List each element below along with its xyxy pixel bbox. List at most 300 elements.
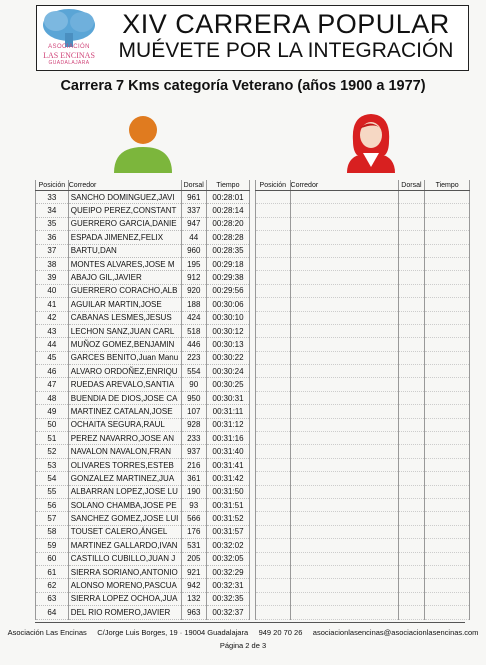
row-dorsal: 424 <box>181 311 206 324</box>
row-dorsal: 446 <box>181 338 206 351</box>
row-time: 00:31:11 <box>206 405 249 418</box>
table-row <box>36 244 250 257</box>
row-time-empty <box>425 391 470 404</box>
table-row-empty <box>256 592 470 605</box>
row-position: 48 <box>36 391 69 404</box>
row-time: 00:30:31 <box>206 391 249 404</box>
row-dorsal: 216 <box>181 458 206 471</box>
row-dorsal: 223 <box>181 351 206 364</box>
row-runner: ALVARO ORDOÑEZ,ENRIQU <box>68 365 181 378</box>
row-runner: OCHAITA SEGURA,RAUL <box>68 418 181 431</box>
row-runner-empty <box>290 338 398 351</box>
row-runner-empty <box>290 512 398 525</box>
row-runner-empty <box>290 445 398 458</box>
row-dorsal-empty <box>398 579 425 592</box>
table-row <box>36 525 250 538</box>
row-position-empty <box>256 458 291 471</box>
row-time: 00:28:01 <box>206 191 249 204</box>
table-row-empty <box>256 271 470 284</box>
row-runner: ESPADA JIMENEZ,FELIX <box>68 231 181 244</box>
row-time: 00:28:14 <box>206 204 249 217</box>
row-dorsal: 361 <box>181 472 206 485</box>
row-position: 42 <box>36 311 69 324</box>
row-time: 00:28:28 <box>206 231 249 244</box>
table-row <box>36 432 250 445</box>
row-time: 00:30:13 <box>206 338 249 351</box>
row-runner-empty <box>290 458 398 471</box>
table-row <box>36 512 250 525</box>
row-position-empty <box>256 338 291 351</box>
row-time-empty <box>425 405 470 418</box>
row-time-empty <box>425 498 470 511</box>
row-runner-empty <box>290 271 398 284</box>
table-row-empty <box>256 257 470 270</box>
table-row-empty <box>256 311 470 324</box>
row-position: 55 <box>36 485 69 498</box>
row-time-empty <box>425 244 470 257</box>
row-runner-empty <box>290 298 398 311</box>
row-position: 37 <box>36 244 69 257</box>
row-time: 00:31:42 <box>206 472 249 485</box>
logo-text-bottom: GUADALAJARA <box>48 60 90 66</box>
row-dorsal: 921 <box>181 565 206 578</box>
row-runner: SANCHEZ GOMEZ,JOSE LUI <box>68 512 181 525</box>
row-position: 56 <box>36 498 69 511</box>
row-runner: AGUILAR MARTIN,JOSE <box>68 298 181 311</box>
row-dorsal-empty <box>398 378 425 391</box>
row-runner: ALONSO MORENO,PASCUA <box>68 579 181 592</box>
table-row-empty <box>256 606 470 619</box>
row-runner-empty <box>290 565 398 578</box>
table-row-empty <box>256 565 470 578</box>
row-dorsal-empty <box>398 351 425 364</box>
row-position-empty <box>256 257 291 270</box>
row-runner-empty <box>290 432 398 445</box>
table-row <box>36 351 250 364</box>
table-row-empty <box>256 204 470 217</box>
row-position: 33 <box>36 191 69 204</box>
row-runner-empty <box>290 472 398 485</box>
row-dorsal: 190 <box>181 485 206 498</box>
row-runner-empty <box>290 311 398 324</box>
row-runner: PEREZ NAVARRO,JOSE AN <box>68 432 181 445</box>
row-runner-empty <box>290 204 398 217</box>
row-runner-empty <box>290 485 398 498</box>
row-position-empty <box>256 351 291 364</box>
row-time: 00:31:41 <box>206 458 249 471</box>
row-time-empty <box>425 191 470 204</box>
footer-address: C/Jorge Luis Borges, 19 · 19004 Guadalajara <box>97 628 249 637</box>
row-time-empty <box>425 338 470 351</box>
row-time: 00:31:51 <box>206 498 249 511</box>
male-avatar-icon <box>112 113 174 173</box>
table-row <box>36 458 250 471</box>
row-dorsal-empty <box>398 405 425 418</box>
row-position: 53 <box>36 458 69 471</box>
row-runner: MUÑOZ GOMEZ,BENJAMIN <box>68 338 181 351</box>
row-dorsal-empty <box>398 552 425 565</box>
table-row <box>36 191 250 204</box>
row-runner: MARTINEZ CATALAN,JOSE <box>68 405 181 418</box>
row-dorsal-empty <box>398 191 425 204</box>
row-time: 00:30:10 <box>206 311 249 324</box>
row-dorsal-empty <box>398 324 425 337</box>
row-time: 00:30:22 <box>206 351 249 364</box>
table-row <box>36 284 250 297</box>
row-dorsal: 233 <box>181 432 206 445</box>
row-time: 00:32:31 <box>206 579 249 592</box>
row-runner: GARCES BENITO,Juan Manu <box>68 351 181 364</box>
row-position-empty <box>256 244 291 257</box>
row-dorsal-empty <box>398 512 425 525</box>
row-position-empty <box>256 606 291 619</box>
row-dorsal: 942 <box>181 579 206 592</box>
table-row <box>36 338 250 351</box>
row-dorsal: 912 <box>181 271 206 284</box>
table-row-empty <box>256 351 470 364</box>
row-position: 34 <box>36 204 69 217</box>
table-row-empty <box>256 284 470 297</box>
row-position-empty <box>256 539 291 552</box>
table-row <box>36 445 250 458</box>
logo-text-top: ASOCIACIÓN <box>48 44 90 50</box>
row-time: 00:28:20 <box>206 217 249 230</box>
row-position: 47 <box>36 378 69 391</box>
row-dorsal: 947 <box>181 217 206 230</box>
table-row-empty <box>256 525 470 538</box>
row-position-empty <box>256 365 291 378</box>
table-row-empty <box>256 418 470 431</box>
row-dorsal-empty <box>398 204 425 217</box>
row-position-empty <box>256 498 291 511</box>
row-dorsal-empty <box>398 458 425 471</box>
table-row-empty <box>256 552 470 565</box>
row-dorsal: 566 <box>181 512 206 525</box>
row-dorsal-empty <box>398 539 425 552</box>
row-position: 58 <box>36 525 69 538</box>
row-runner-empty <box>290 592 398 605</box>
table-row <box>36 378 250 391</box>
table-row <box>36 485 250 498</box>
table-row-empty <box>256 365 470 378</box>
row-position: 39 <box>36 271 69 284</box>
table-row-empty <box>256 512 470 525</box>
row-position-empty <box>256 391 291 404</box>
table-row <box>36 391 250 404</box>
row-position-empty <box>256 472 291 485</box>
footer-contact <box>0 628 486 637</box>
table-row <box>36 565 250 578</box>
page-title: XIV CARRERA POPULAR <box>122 9 450 39</box>
row-time: 00:32:02 <box>206 539 249 552</box>
female-results-body <box>256 191 470 620</box>
table-row <box>36 418 250 431</box>
row-time-empty <box>425 231 470 244</box>
row-position-empty <box>256 432 291 445</box>
row-time-empty <box>425 539 470 552</box>
table-row <box>36 271 250 284</box>
table-row <box>36 405 250 418</box>
row-runner-empty <box>290 525 398 538</box>
table-row-empty <box>256 191 470 204</box>
row-dorsal-empty <box>398 311 425 324</box>
row-position-empty <box>256 191 291 204</box>
row-dorsal: 928 <box>181 418 206 431</box>
row-dorsal: 518 <box>181 324 206 337</box>
row-time: 00:31:12 <box>206 418 249 431</box>
row-time: 00:31:52 <box>206 512 249 525</box>
row-runner: CABANAS LESMES,JESUS <box>68 311 181 324</box>
row-position-empty <box>256 298 291 311</box>
category-heading: Carrera 7 Kms categoría Veterano (años 1900 a 1977) <box>60 78 426 94</box>
table-row <box>36 204 250 217</box>
col-header-position: Posición <box>36 180 69 191</box>
row-position: 64 <box>36 606 69 619</box>
row-runner: SOLANO CHAMBA,JOSE PE <box>68 498 181 511</box>
row-time: 00:32:37 <box>206 606 249 619</box>
row-time: 00:30:25 <box>206 378 249 391</box>
row-position: 40 <box>36 284 69 297</box>
row-time-empty <box>425 365 470 378</box>
table-row-empty <box>256 338 470 351</box>
row-runner-empty <box>290 191 398 204</box>
row-position: 60 <box>36 552 69 565</box>
col-header-dorsal: Dorsal <box>398 180 425 191</box>
row-time: 00:29:56 <box>206 284 249 297</box>
row-time-empty <box>425 552 470 565</box>
row-position-empty <box>256 405 291 418</box>
row-runner: SANCHO DOMINGUEZ,JAVI <box>68 191 181 204</box>
footer-email[interactable]: asociacionlasencinas@asociacionlasencinas.com <box>312 628 479 637</box>
row-runner: CASTILLO CUBILLO,JUAN J <box>68 552 181 565</box>
row-runner-empty <box>290 498 398 511</box>
row-position-empty <box>256 565 291 578</box>
row-runner: TOUSET CALERO,ÁNGEL <box>68 525 181 538</box>
row-runner-empty <box>290 606 398 619</box>
logo-text-main: LAS ENCINAS <box>43 51 95 60</box>
table-row <box>36 324 250 337</box>
table-row <box>36 579 250 592</box>
row-runner: GUERRERO GARCIA,DANIE <box>68 217 181 230</box>
row-time: 00:32:05 <box>206 552 249 565</box>
row-time: 00:29:18 <box>206 257 249 270</box>
row-dorsal-empty <box>398 231 425 244</box>
table-row <box>36 217 250 230</box>
row-time: 00:29:38 <box>206 271 249 284</box>
row-dorsal-empty <box>398 485 425 498</box>
row-dorsal-empty <box>398 445 425 458</box>
row-time: 00:31:57 <box>206 525 249 538</box>
page-title-sub: MUÉVETE POR LA INTEGRACIÓN <box>118 39 454 62</box>
row-runner-empty <box>290 405 398 418</box>
row-runner: QUEIPO PEREZ,CONSTANT <box>68 204 181 217</box>
table-row <box>36 365 250 378</box>
row-dorsal-empty <box>398 298 425 311</box>
row-dorsal: 554 <box>181 365 206 378</box>
row-runner-empty <box>290 257 398 270</box>
row-position: 63 <box>36 592 69 605</box>
table-row <box>36 498 250 511</box>
row-runner-empty <box>290 244 398 257</box>
footer-org: Asociación Las Encinas <box>7 628 87 637</box>
row-runner: BUENDIA DE DIOS,JOSE CA <box>68 391 181 404</box>
row-time-empty <box>425 472 470 485</box>
row-position-empty <box>256 204 291 217</box>
row-position-empty <box>256 378 291 391</box>
row-position-empty <box>256 418 291 431</box>
row-time-empty <box>425 458 470 471</box>
table-row-empty <box>256 378 470 391</box>
row-dorsal: 920 <box>181 284 206 297</box>
row-runner-empty <box>290 231 398 244</box>
row-position: 44 <box>36 338 69 351</box>
row-position: 52 <box>36 445 69 458</box>
table-row <box>36 231 250 244</box>
row-runner: DEL RIO ROMERO,JAVIER <box>68 606 181 619</box>
row-runner-empty <box>290 539 398 552</box>
row-time-empty <box>425 445 470 458</box>
row-dorsal: 531 <box>181 539 206 552</box>
row-runner: MONTES ALVARES,JOSE M <box>68 257 181 270</box>
row-position-empty <box>256 271 291 284</box>
row-dorsal: 195 <box>181 257 206 270</box>
row-time-empty <box>425 271 470 284</box>
table-row-empty <box>256 432 470 445</box>
row-dorsal: 176 <box>181 525 206 538</box>
row-dorsal: 188 <box>181 298 206 311</box>
row-position-empty <box>256 512 291 525</box>
row-runner-empty <box>290 217 398 230</box>
row-position-empty <box>256 284 291 297</box>
row-runner: SIERRA LOPEZ OCHOA,JUA <box>68 592 181 605</box>
row-runner: LECHON SANZ,JUAN CARL <box>68 324 181 337</box>
row-time-empty <box>425 204 470 217</box>
row-dorsal: 961 <box>181 191 206 204</box>
row-dorsal-empty <box>398 472 425 485</box>
col-header-dorsal: Dorsal <box>181 180 206 191</box>
row-dorsal: 132 <box>181 592 206 605</box>
row-time: 00:31:50 <box>206 485 249 498</box>
row-time-empty <box>425 592 470 605</box>
table-row-empty <box>256 485 470 498</box>
col-header-time: Tiempo <box>425 180 470 191</box>
table-row <box>36 606 250 619</box>
row-position-empty <box>256 231 291 244</box>
row-position: 46 <box>36 365 69 378</box>
table-row-empty <box>256 298 470 311</box>
row-time-empty <box>425 311 470 324</box>
row-dorsal-empty <box>398 284 425 297</box>
row-dorsal-empty <box>398 391 425 404</box>
male-results-table <box>35 180 250 620</box>
row-dorsal: 937 <box>181 445 206 458</box>
row-dorsal-empty <box>398 592 425 605</box>
col-header-position: Posición <box>256 180 291 191</box>
table-row-empty <box>256 244 470 257</box>
row-dorsal: 950 <box>181 391 206 404</box>
row-position: 50 <box>36 418 69 431</box>
row-time-empty <box>425 525 470 538</box>
row-dorsal: 44 <box>181 231 206 244</box>
footer-divider <box>35 622 465 623</box>
row-runner-empty <box>290 365 398 378</box>
row-time-empty <box>425 485 470 498</box>
table-row-empty <box>256 498 470 511</box>
table-row-empty <box>256 579 470 592</box>
table-row-empty <box>256 217 470 230</box>
table-row-empty <box>256 539 470 552</box>
table-row <box>36 257 250 270</box>
row-time: 00:28:35 <box>206 244 249 257</box>
row-position: 35 <box>36 217 69 230</box>
row-position-empty <box>256 552 291 565</box>
row-position: 43 <box>36 324 69 337</box>
row-dorsal: 90 <box>181 378 206 391</box>
table-row-empty <box>256 445 470 458</box>
table-row-empty <box>256 231 470 244</box>
row-runner-empty <box>290 579 398 592</box>
row-position: 51 <box>36 432 69 445</box>
row-runner: GUERRERO CORACHO,ALB <box>68 284 181 297</box>
row-position: 59 <box>36 539 69 552</box>
row-time-empty <box>425 217 470 230</box>
table-row-empty <box>256 458 470 471</box>
row-position-empty <box>256 311 291 324</box>
row-position: 36 <box>36 231 69 244</box>
footer-phone: 949 20 70 26 <box>258 628 303 637</box>
row-dorsal: 960 <box>181 244 206 257</box>
row-position-empty <box>256 525 291 538</box>
row-runner-empty <box>290 391 398 404</box>
row-position: 62 <box>36 579 69 592</box>
row-runner: BARTU,DAN <box>68 244 181 257</box>
row-dorsal: 205 <box>181 552 206 565</box>
row-position: 61 <box>36 565 69 578</box>
row-position: 45 <box>36 351 69 364</box>
row-time: 00:30:24 <box>206 365 249 378</box>
row-time-empty <box>425 351 470 364</box>
row-position-empty <box>256 324 291 337</box>
col-header-time: Tiempo <box>206 180 249 191</box>
row-dorsal-empty <box>398 257 425 270</box>
row-position-empty <box>256 217 291 230</box>
row-runner: OLIVARES TORRES,ESTEB <box>68 458 181 471</box>
table-row <box>36 311 250 324</box>
row-dorsal-empty <box>398 338 425 351</box>
row-time-empty <box>425 298 470 311</box>
row-dorsal-empty <box>398 606 425 619</box>
table-header-row <box>36 180 250 191</box>
row-dorsal-empty <box>398 565 425 578</box>
row-time-empty <box>425 284 470 297</box>
row-dorsal-empty <box>398 432 425 445</box>
table-row <box>36 472 250 485</box>
row-time: 00:31:40 <box>206 445 249 458</box>
female-avatar-icon <box>345 111 397 173</box>
row-dorsal-empty <box>398 217 425 230</box>
row-time-empty <box>425 432 470 445</box>
row-position-empty <box>256 445 291 458</box>
table-row <box>36 592 250 605</box>
row-dorsal: 337 <box>181 204 206 217</box>
row-dorsal-empty <box>398 498 425 511</box>
table-row <box>36 298 250 311</box>
row-time: 00:30:06 <box>206 298 249 311</box>
row-dorsal: 963 <box>181 606 206 619</box>
row-runner: RUEDAS AREVALO,SANTIA <box>68 378 181 391</box>
row-time-empty <box>425 418 470 431</box>
row-runner-empty <box>290 284 398 297</box>
